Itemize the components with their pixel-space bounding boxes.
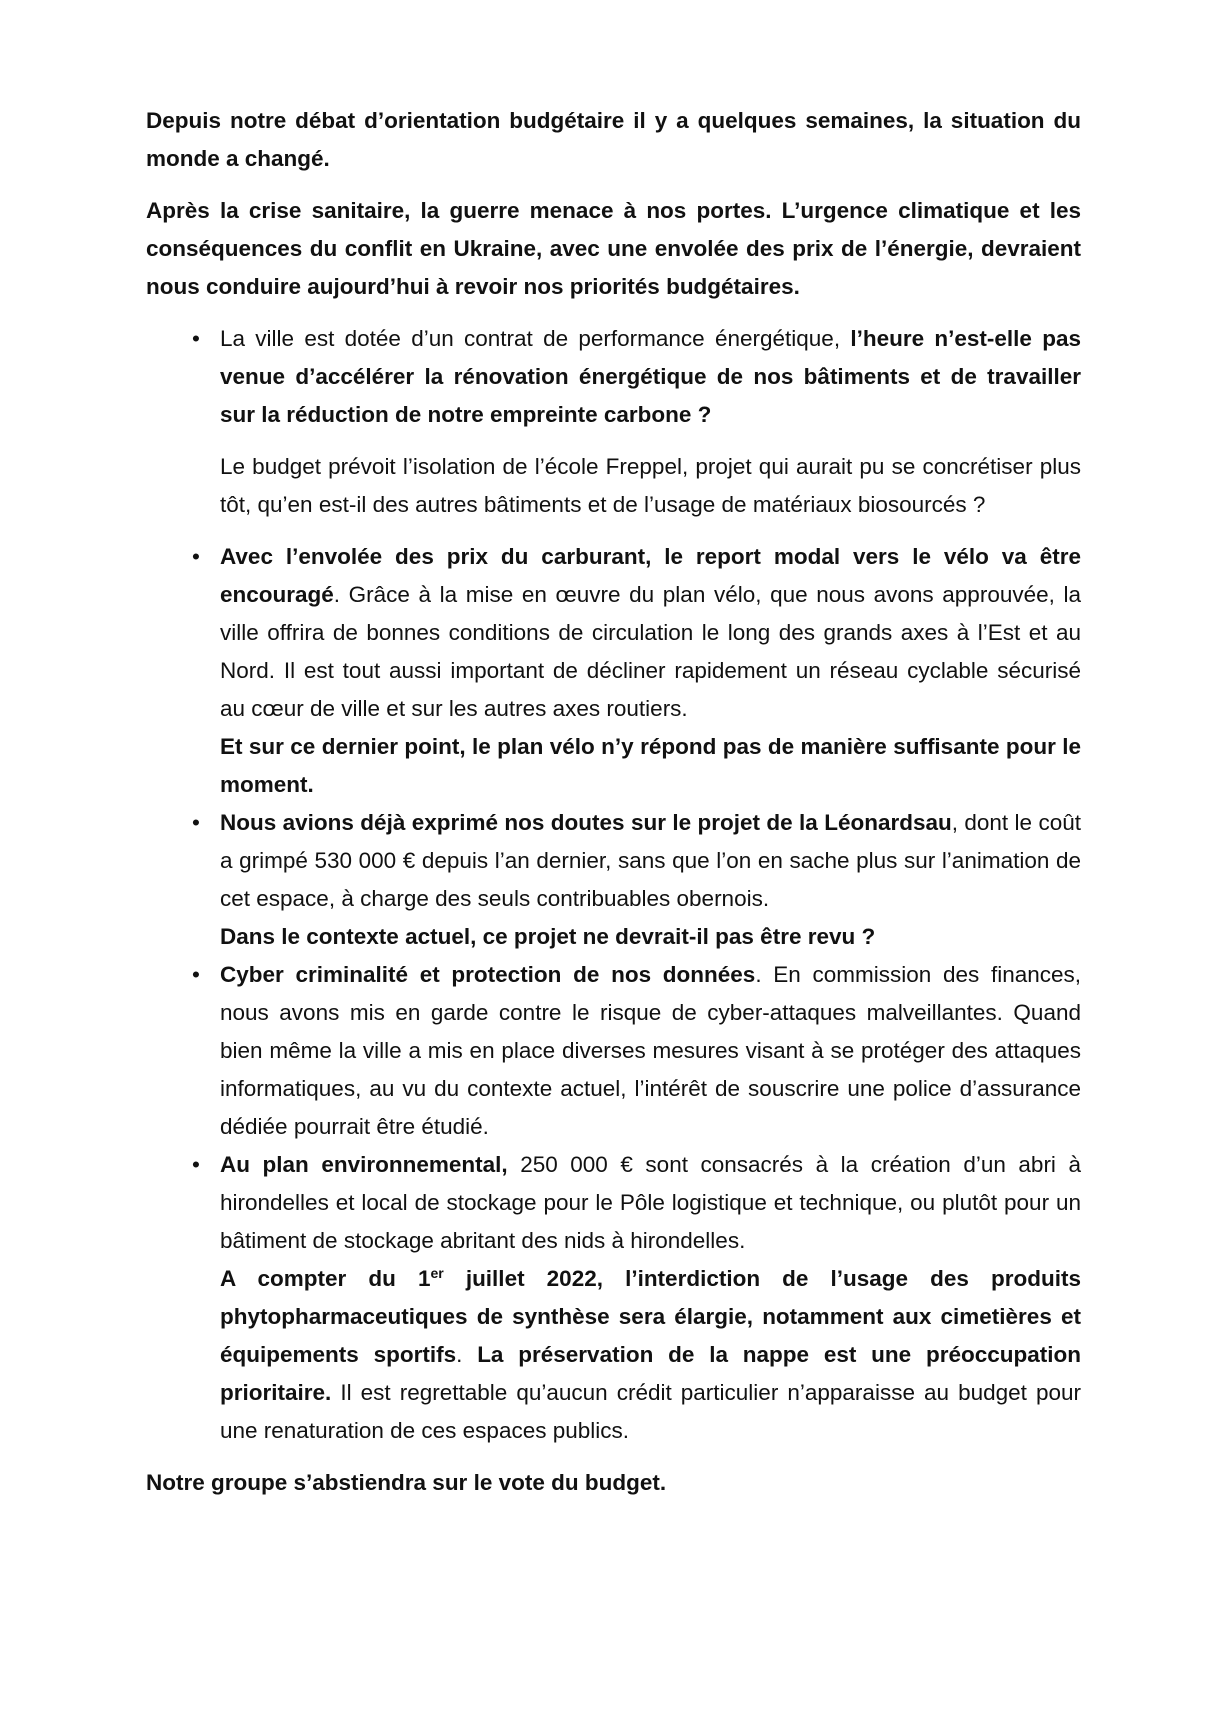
bike-normal: . Grâce à la mise en œuvre du plan vélo, que nous avons approuvée, la ville offrira de bonnes conditions de circulation le long des grands axes à l’Est et au Nord. Il est tout aussi important de décliner rapidement un réseau cyclable sécurisé au cœur de ville et sur les autres axes routiers. [220, 582, 1081, 721]
environment-bold: Au plan environnemental, [220, 1152, 508, 1177]
bullet-icon: • [192, 544, 200, 569]
environment-regret: Il est regrettable qu’aucun crédit particulier n’apparaisse au budget pour une renaturation de ces espaces publics. [220, 1380, 1081, 1443]
environment-nappe-bold: La préservation de la nappe est une préoccupation prioritaire. [220, 1342, 1082, 1405]
intro-paragraph-1: Depuis notre débat d’orientation budgétaire il y a quelques semaines, la situation du monde a changé. [146, 108, 1081, 171]
energy-normal: La ville est dotée d’un contrat de performance énergétique, [220, 326, 851, 351]
leonardsau-normal: , dont le coût a grimpé 530 000 € depuis l’an dernier, sans que l’on en sache plus sur l’animation de cet espace, à charge des seuls contribuables obernois. [220, 810, 1081, 911]
bullet-list [146, 320, 1081, 1450]
cyber-bold: Cyber criminalité et protection de nos données [220, 962, 756, 987]
cyber-text [220, 956, 1081, 1146]
bike-bold: Avec l’envolée des prix du carburant, le report modal vers le vélo va être encouragé [220, 544, 1081, 607]
leonardsau-question: Dans le contexte actuel, ce projet ne devrait-il pas être revu ? [220, 924, 876, 949]
list-item-bike [146, 538, 1081, 804]
bullet-icon: • [192, 962, 200, 987]
environment-text [220, 1146, 1081, 1260]
energy-bold: l’heure n’est-elle pas venue d’accélérer la rénovation énergétique de nos bâtiments et de travailler sur la réduction de notre empreinte carbone ? [220, 326, 1081, 427]
environment-date-superscript: er [430, 1265, 444, 1281]
bike-text [220, 538, 1081, 728]
energy-subparagraph: Le budget prévoit l’isolation de l’école Freppel, projet qui aurait pu se concrétiser plus tôt, qu’en est-il des autres bâtiments et de l’usage de matériaux biosourcés ? [220, 454, 1081, 517]
environment-text-2 [220, 1260, 1081, 1450]
environment-ban-bold: juillet 2022, l’interdiction de l’usage des produits phytopharmaceutiques de synthèse sera élargie, notamment aux cimetières et équipements sportifs [220, 1266, 1081, 1367]
cyber-normal: . En commission des finances, nous avons mis en garde contre le risque de cyber-attaques malveillantes. Quand bien même la ville a mis en place diverses mesures visant à se protéger des attaques informatiques, au vu du contexte actuel, l’intérêt de souscrire une police d’assurance dédiée pourrait être étudié. [220, 962, 1081, 1139]
energy-text [220, 320, 1081, 434]
environment-normal: 250 000 € sont consacrés à la création d’un abri à hirondelles et local de stockage pour le Pôle logistique et technique, ou plutôt pour un bâtiment de stockage abritant des nids à hirondelles. [220, 1152, 1081, 1253]
leonardsau-text [220, 804, 1081, 918]
environment-separator: . [456, 1342, 478, 1367]
bullet-icon: • [192, 326, 200, 351]
list-item-environment [146, 1146, 1081, 1450]
bullet-icon: • [192, 1152, 200, 1177]
list-item-cyber [146, 956, 1081, 1146]
bike-bold-conclusion: Et sur ce dernier point, le plan vélo n’y répond pas de manière suffisante pour le moment. [220, 734, 1081, 797]
leonardsau-bold: Nous avions déjà exprimé nos doutes sur le projet de la Léonardsau [220, 810, 952, 835]
conclusion: Notre groupe s’abstiendra sur le vote du budget. [146, 1470, 667, 1495]
list-item-energy [146, 320, 1081, 524]
bullet-icon: • [192, 810, 200, 835]
intro-paragraph-2: Après la crise sanitaire, la guerre menace à nos portes. L’urgence climatique et les conséquences du conflit en Ukraine, avec une envolée des prix de l’énergie, devraient nous conduire aujourd’hui à revoir nos priorités budgétaires. [146, 198, 1081, 299]
environment-date-bold: A compter du 1 [220, 1266, 431, 1291]
list-item-leonardsau [146, 804, 1081, 956]
